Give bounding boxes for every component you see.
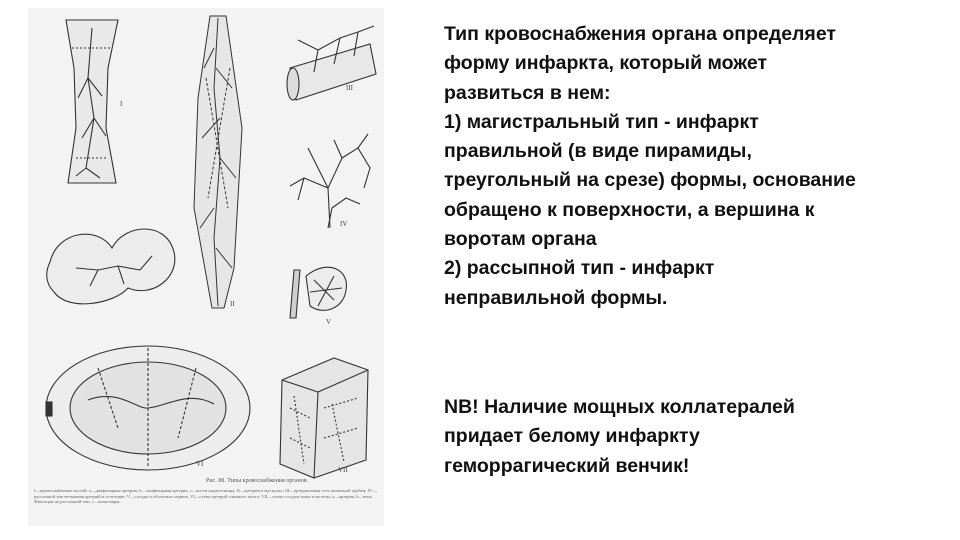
main-text-line: 2) рассыпной тип - инфаркт xyxy=(444,257,715,280)
main-text-line: треугольный на срезе) формы, основание xyxy=(444,169,856,192)
vascular-types-illustration xyxy=(28,8,384,526)
spleen-tree-drawing xyxy=(290,134,370,228)
numeral-vii: VII xyxy=(338,466,348,474)
main-text-block xyxy=(444,20,944,313)
numeral-v: V xyxy=(326,318,332,326)
numeral-vi: VI xyxy=(196,460,204,468)
main-text-line: обращено к поверхности, а вершина к xyxy=(444,198,815,221)
spinal-cord-drawing xyxy=(46,346,250,470)
numeral-iii: III xyxy=(346,84,353,92)
main-text-line: неправильной формы. xyxy=(444,286,668,309)
main-text-line: правильной (в виде пирамиды, xyxy=(444,140,752,163)
organ-lobe-drawing xyxy=(47,229,175,304)
nb-text-line: NB! Наличие мощных коллатералей xyxy=(444,396,795,418)
main-text-line: форму инфаркта, который может xyxy=(444,52,768,75)
nerve-sheath-drawing xyxy=(290,267,346,318)
figure-caption: Рис. 88. Типы кровоснабжения органов. xyxy=(206,478,309,484)
intestine-vessel-drawing xyxy=(287,26,376,100)
nb-note-block xyxy=(444,393,944,481)
nb-text-line: придает белому инфаркту xyxy=(444,425,700,448)
nb-text-line: геморрагический венчик! xyxy=(444,454,690,477)
figure-legend: I—кровоснабжение костей; а—диафизарная артерия, b—эпифизарная артерия, с—кости надкостницы; II—артерии в мускулах; III—артериальная сеть кишечной трубки; IV—рассыпной тип ветвления артерий в селезенке; V—сосуды в оболочках нервов; VI—схема артерий спинного мозга; VII—схема сосудов кожи и железы; а—артерия, b—вена. Фиксация на рассыпной тип, с—капилляры. xyxy=(34,488,378,505)
anatomy-figure xyxy=(28,8,384,526)
main-text-line: развиться в нем: xyxy=(444,81,611,104)
muscle-vessel-drawing xyxy=(194,16,242,308)
numeral-ii: II xyxy=(230,300,235,308)
main-text-line: воротам органа xyxy=(444,228,597,251)
bone-vessel-drawing xyxy=(66,20,118,183)
numeral-iv: IV xyxy=(340,220,348,228)
main-text-line: Тип кровоснабжения органа определяет xyxy=(444,23,836,45)
skin-gland-drawing xyxy=(280,358,368,478)
main-text-line: 1) магистральный тип - инфаркт xyxy=(444,110,759,133)
numeral-i: I xyxy=(120,100,123,108)
